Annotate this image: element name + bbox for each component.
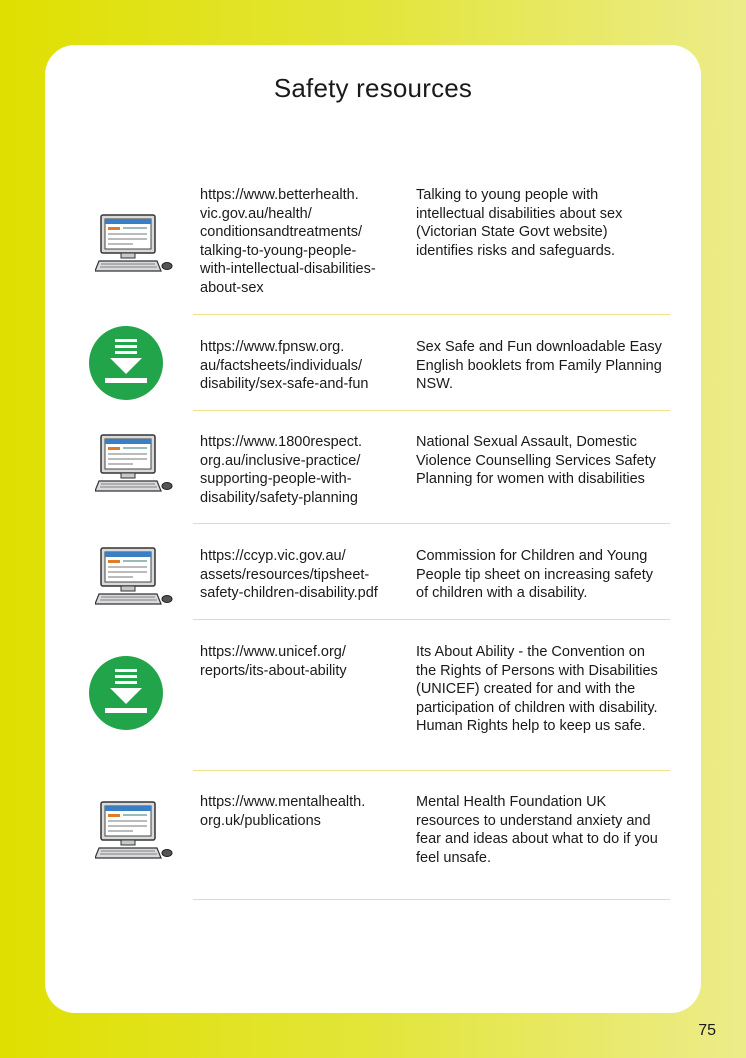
resource-description: Its About Ability - the Convention on the Rights of Persons with Disabilities (UNICEF) created for and with the participation of children with disability. Human Rights help to keep us safe. (416, 644, 658, 734)
computer-icon (95, 800, 173, 862)
computer-icon (95, 433, 173, 495)
resource-row (193, 547, 670, 620)
resource-row (193, 338, 670, 411)
page-title: Safety resources (273, 73, 473, 103)
resource-url[interactable]: https://www.unicef.org/ reports/its-about-ability (200, 644, 347, 679)
resource-description: Sex Safe and Fun downloadable Easy English booklets from Family Planning NSW. (416, 339, 662, 392)
resource-description: Mental Health Foundation UK resources to understand anxiety and fear and ideas about what to do if you feel unsafe. (416, 794, 658, 866)
resource-url[interactable]: https://ccyp.vic.gov.au/ assets/resources/tipsheet- safety-children-disability.pdf (200, 548, 378, 601)
resource-url[interactable]: https://www.fpnsw.org. au/factsheets/individuals/ disability/sex-safe-and-fun (200, 339, 369, 392)
resource-row (193, 433, 670, 524)
resource-row (193, 186, 670, 315)
content-card (45, 45, 701, 1013)
resource-url[interactable]: https://www.mentalhealth. org.uk/publications (200, 794, 366, 829)
resource-row (193, 793, 670, 900)
resource-url[interactable]: https://www.betterhealth. vic.gov.au/health/ conditionsandtreatments/ talking-to-young-people- with-intellectual-disabilities- about-sex (200, 187, 376, 296)
computer-icon (95, 546, 173, 608)
resource-description: Talking to young people with intellectual disabilities about sex (Victorian State Govt website) identifies risks and safeguards. (416, 187, 623, 259)
page-number: 75 (698, 1022, 716, 1039)
download-icon (88, 655, 164, 731)
computer-icon (95, 213, 173, 275)
resource-row (193, 643, 670, 771)
resource-url[interactable]: https://www.1800respect. org.au/inclusive-practice/ supporting-people-with- disability/safety-planning (200, 434, 362, 506)
resource-description: National Sexual Assault, Domestic Violence Counselling Services Safety Planning for women with disabilities (416, 434, 656, 487)
download-icon (88, 325, 164, 401)
resource-description: Commission for Children and Young People tip sheet on increasing safety of children with a disability. (416, 548, 653, 601)
